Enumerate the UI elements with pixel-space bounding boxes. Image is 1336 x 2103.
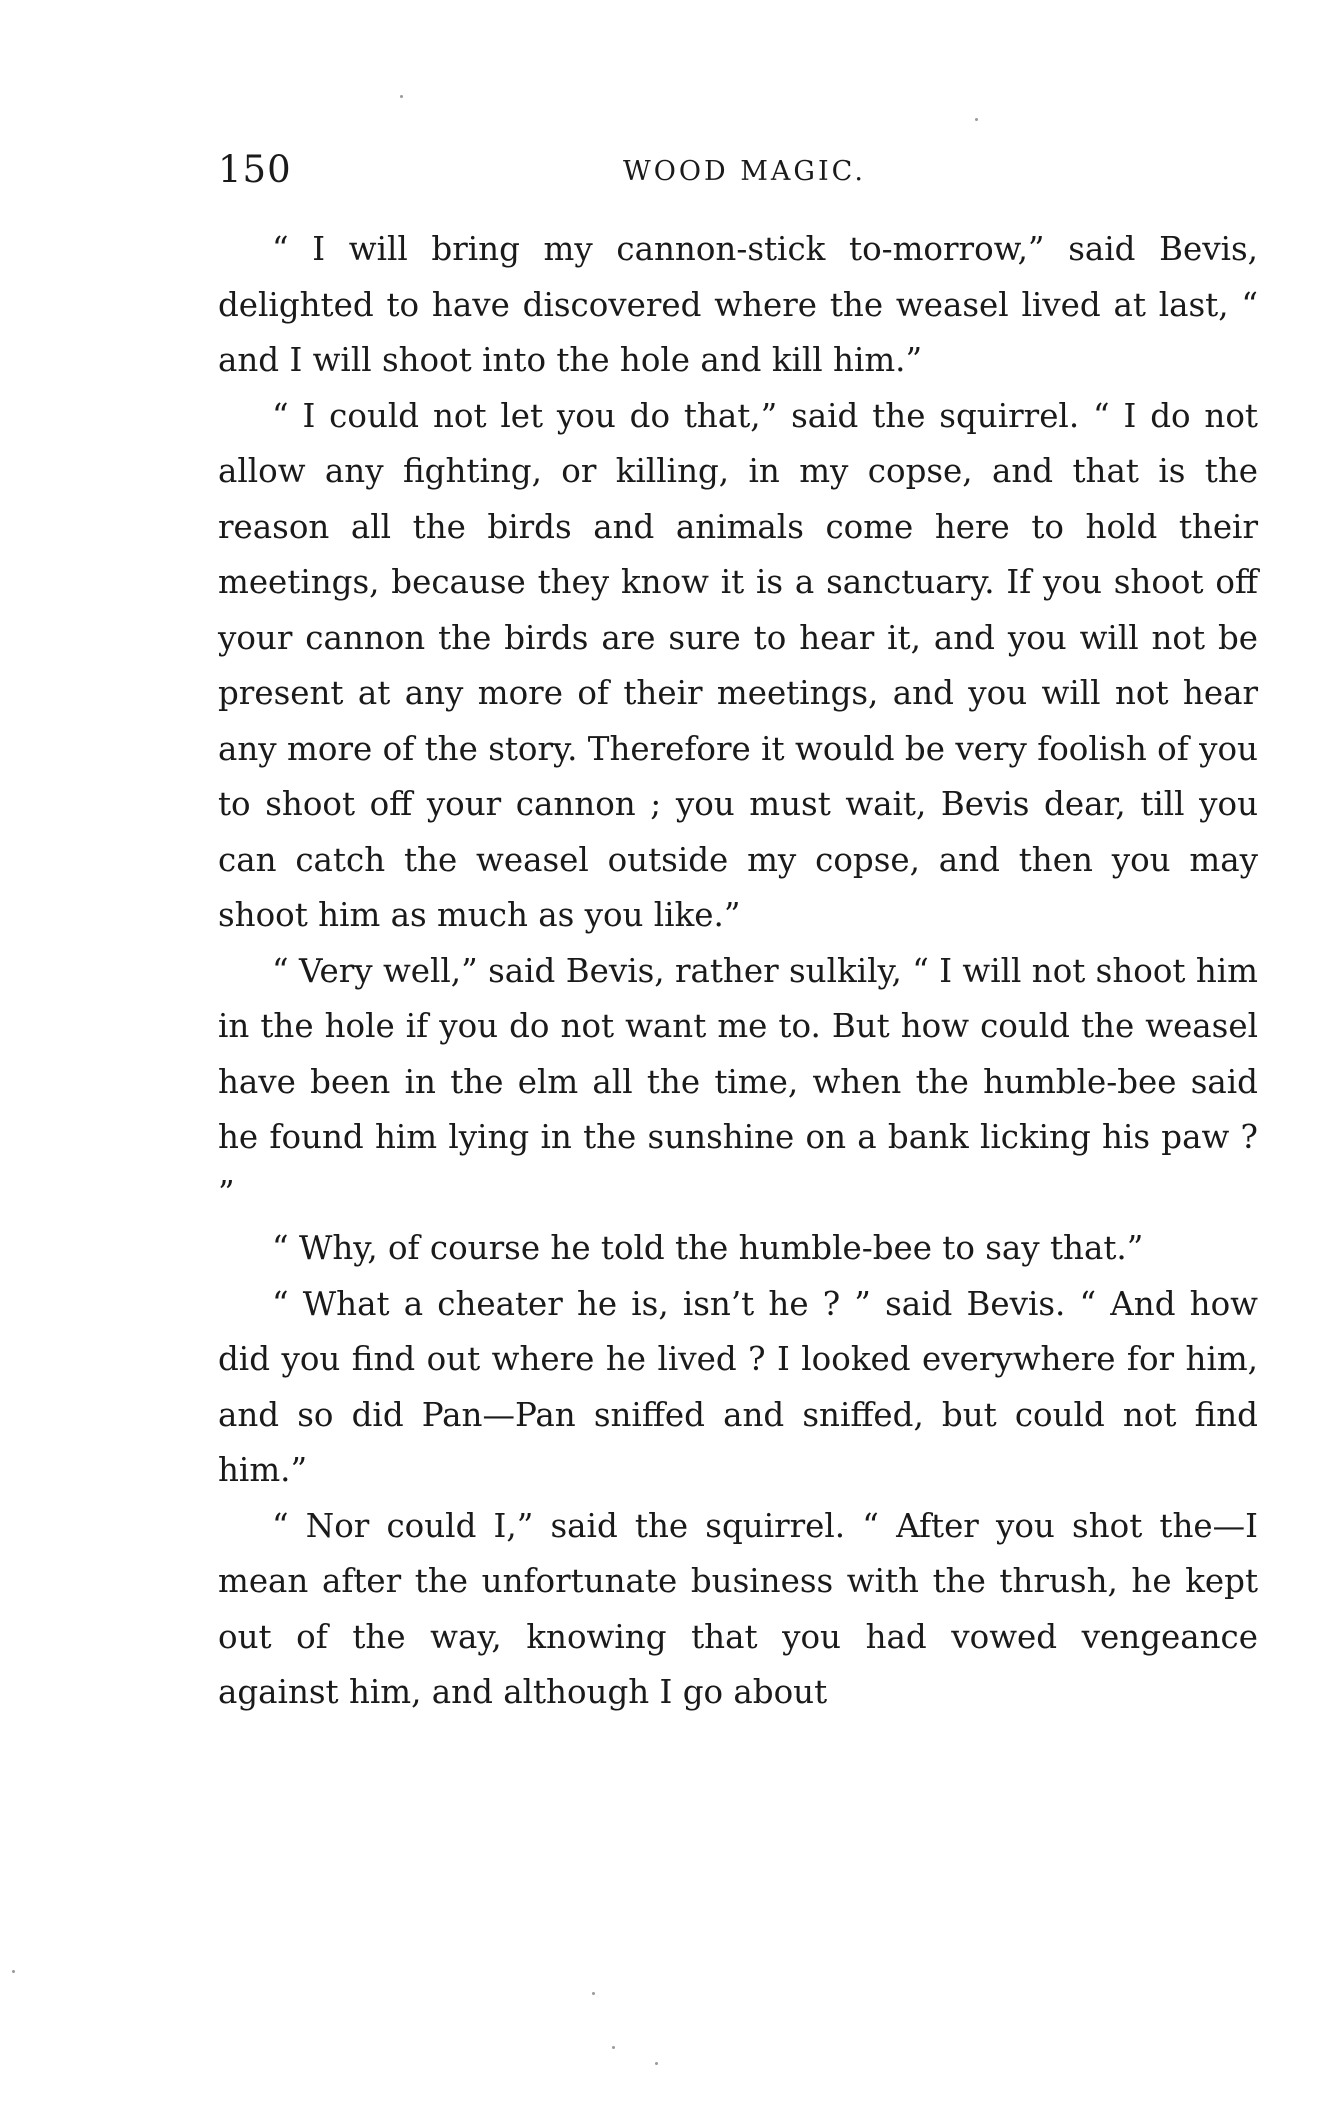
paper-speck [975, 118, 978, 121]
paragraph: “ Nor could I,” said the squirrel. “ After you shot the—I mean after the unfortunate business with the thrush, he kept out of the way, knowing that you had vowed vengeance against him, and although I go about [218, 1506, 1258, 1711]
page-number: 150 [218, 148, 292, 191]
paper-speck [655, 2062, 658, 2065]
body-text [218, 222, 1258, 1721]
paper-speck [612, 2046, 615, 2049]
paragraph: “ I could not let you do that,” said the squirrel. “ I do not allow any fighting, or killing, in my copse, and that is the reason all the birds and animals come here to hold their meetings, because they know it is a sanctuary. If you shoot off your cannon the birds are sure to hear it, and you will not be present at any more of their meetings, and you will not hear any more of the story. Therefore it would be very foolish of you to shoot off your cannon ; you must wait, Bevis dear, till you can catch the weasel outside my copse, and then you may shoot him as much as you like.” [218, 396, 1258, 934]
paper-speck [12, 1970, 15, 1973]
paragraph: “ Very well,” said Bevis, rather sulkily, “ I will not shoot him in the hole if you do not want me to. But how could the weasel have been in the elm all the time, when the humble-bee said he found him lying in the sunshine on a bank licking his paw ? ” [218, 951, 1258, 1212]
paragraph: “ Why, of course he told the humble-bee to say that.” [272, 1229, 1144, 1267]
paper-speck [592, 1992, 595, 1995]
paragraph: “ I will bring my cannon-stick to-morrow,” said Bevis, delighted to have discovered where the weasel lived at last, “ and I will shoot into the hole and kill him.” [218, 230, 1258, 379]
running-head [218, 140, 1258, 200]
running-title: WOOD MAGIC. [623, 156, 866, 187]
paper-speck [400, 95, 403, 98]
paragraph: “ What a cheater he is, isn’t he ? ” said Bevis. “ And how did you find out where he lived ? I looked everywhere for him, and so did Pan—Pan sniffed and sniffed, but could not find him.” [218, 1284, 1258, 1489]
